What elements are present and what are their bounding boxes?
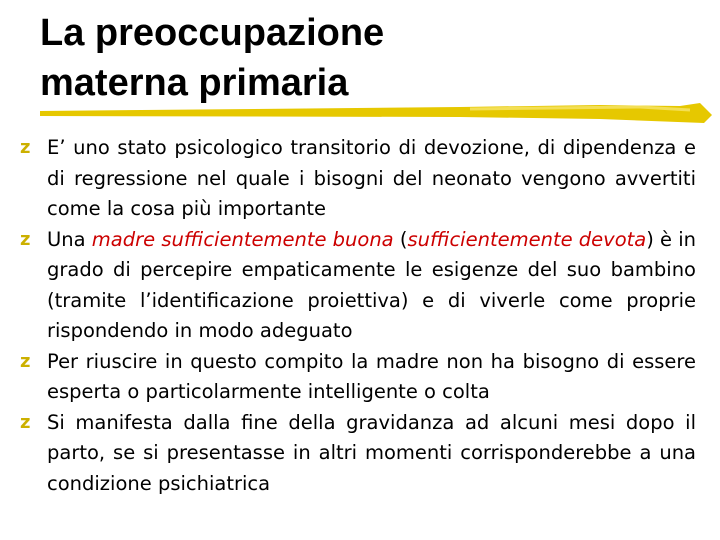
bullet-text-pre: Una [47, 227, 92, 251]
slide-title [40, 8, 384, 108]
bullet-item [20, 225, 696, 347]
emphasis-text: sufficientemente devota [407, 227, 647, 251]
bullet-marker-icon: z [20, 350, 31, 372]
title-line-2: materna primaria [40, 62, 349, 104]
bullet-item [20, 408, 696, 500]
bullet-marker-icon: z [20, 411, 31, 433]
bullet-text: Per riuscire in questo compito la madre non ha bisogno di essere esperta o particolarmente intelligente o colta [47, 349, 696, 403]
title-underline-rule [40, 101, 720, 125]
bullet-item [20, 133, 696, 225]
bullet-list [20, 133, 696, 499]
emphasis-text: madre sufficientemente buona [91, 227, 394, 251]
bullet-text: Si manifesta dalla fine della gravidanza ad alcuni mesi dopo il parto, se si presentasse in altri momenti corrisponderebbe a una condizione psichiatrica [47, 410, 696, 495]
title-line-1: La preoccupazione [40, 12, 385, 54]
bullet-text-post: ) è in grado di percepire empaticamente le esigenze del suo bambino (tramite l’identificazione proiettiva) e di viverle come proprie rispondendo in modo adeguato [47, 227, 697, 342]
bullet-marker-icon: z [20, 228, 31, 250]
bullet-item [20, 347, 696, 408]
bullet-text-mid: ( [393, 227, 408, 251]
bullet-marker-icon: z [20, 137, 31, 158]
bullet-text: E’ uno stato psicologico transitorio di devozione, di dipendenza e di regressione nel quale i bisogni del neonato vengono avvertiti come la cosa più importante [47, 136, 696, 220]
